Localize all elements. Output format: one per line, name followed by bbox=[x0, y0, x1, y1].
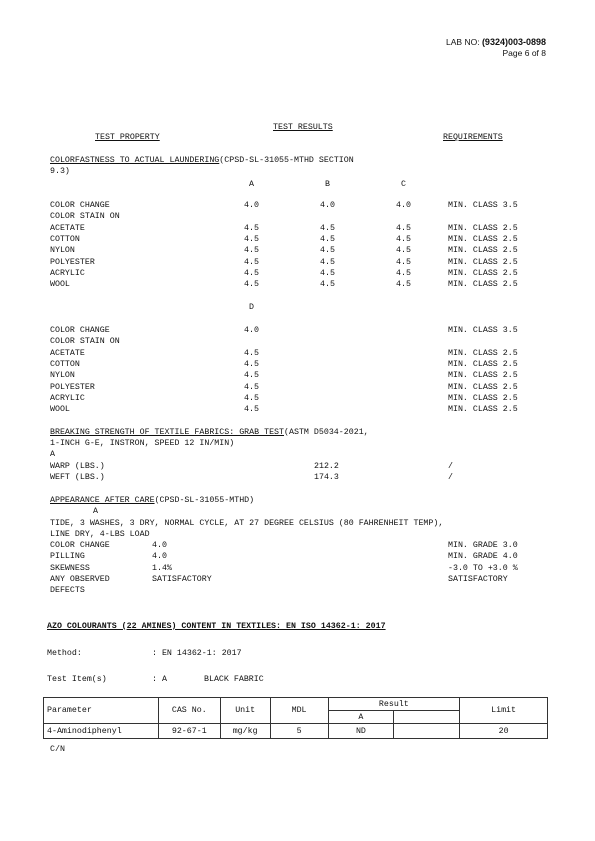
lab-number: LAB NO: (9324)003-0898 bbox=[446, 37, 546, 47]
azo-title: AZO COLOURANTS (22 AMINES) CONTENT IN TEXTILES: EN ISO 14362-1: 2017 bbox=[47, 622, 386, 631]
row-label: WOOL bbox=[50, 280, 70, 290]
row-label: COLOR STAIN ON bbox=[50, 212, 120, 222]
requirement: MIN. GRADE 3.0 bbox=[448, 541, 518, 550]
test-results-heading: TEST RESULTS bbox=[273, 123, 333, 132]
care-value: SATISFACTORY bbox=[152, 574, 212, 584]
care-value: 4.0 bbox=[152, 541, 167, 550]
value-b: 4.5 bbox=[320, 257, 335, 267]
value-c: 4.5 bbox=[396, 280, 411, 290]
requirement: MIN. CLASS 3.5 bbox=[448, 201, 518, 210]
azo-item-label: Test Item(s) bbox=[47, 675, 107, 684]
row-label: SKEWNESS bbox=[50, 563, 90, 573]
care-procedure-line1: TIDE, 3 WASHES, 3 DRY, NORMAL CYCLE, AT 27 DEGREE CELSIUS (80 FAHRENHEIT TEMP), bbox=[50, 519, 444, 528]
value-d: 4.5 bbox=[244, 405, 259, 415]
care-procedure-line2: LINE DRY, 4-LBS LOAD bbox=[50, 530, 150, 539]
value-d: 4.5 bbox=[244, 371, 259, 381]
requirement: MIN. CLASS 2.5 bbox=[448, 223, 518, 233]
row-label: DEFECTS bbox=[50, 586, 85, 596]
requirements-heading: REQUIREMENTS bbox=[443, 133, 503, 142]
row-label: PILLING bbox=[50, 552, 85, 562]
th-mdl: MDL bbox=[270, 698, 328, 724]
care-col-a: A bbox=[93, 507, 98, 516]
requirement: MIN. GRADE 4.0 bbox=[448, 552, 518, 562]
row-label: COLOR CHANGE bbox=[50, 541, 110, 550]
cell-mdl: 5 bbox=[270, 724, 328, 739]
row-label: COLOR CHANGE bbox=[50, 201, 110, 210]
value-d: 4.5 bbox=[244, 393, 259, 403]
col-b-label: B bbox=[325, 180, 330, 189]
requirement: MIN. CLASS 2.5 bbox=[448, 257, 518, 267]
row-label: COLOR STAIN ON bbox=[50, 337, 120, 347]
row-label: WARP (LBS.) bbox=[50, 462, 105, 471]
th-result: Result bbox=[328, 698, 460, 711]
requirement: MIN. CLASS 2.5 bbox=[448, 234, 518, 244]
requirement: SATISFACTORY bbox=[448, 574, 508, 584]
col-a-label: A bbox=[249, 180, 254, 189]
value-c: 4.0 bbox=[396, 201, 411, 210]
value-c: 4.5 bbox=[396, 257, 411, 267]
row-label: ACETATE bbox=[50, 223, 85, 233]
value-a: 4.0 bbox=[244, 201, 259, 210]
col-d-label: D bbox=[249, 303, 254, 312]
row-label: ACETATE bbox=[50, 348, 85, 358]
row-label: COLOR CHANGE bbox=[50, 326, 110, 335]
requirement: MIN. CLASS 2.5 bbox=[448, 382, 518, 392]
row-label: WEFT (LBS.) bbox=[50, 473, 105, 483]
cell-result-a: ND bbox=[328, 724, 394, 739]
value-a: 4.5 bbox=[244, 234, 259, 244]
value-a: 4.5 bbox=[244, 246, 259, 256]
th-unit: Unit bbox=[220, 698, 270, 724]
row-label: ACRYLIC bbox=[50, 268, 85, 278]
value-d: 4.5 bbox=[244, 382, 259, 392]
value-a: 4.5 bbox=[244, 280, 259, 290]
azo-item-desc: BLACK FABRIC bbox=[204, 675, 264, 684]
azo-method-label: Method: bbox=[47, 649, 82, 658]
th-limit: Limit bbox=[460, 698, 548, 724]
continued-note: C/N bbox=[50, 745, 65, 754]
test-property-heading: TEST PROPERTY bbox=[95, 133, 160, 142]
value-b: 4.5 bbox=[320, 268, 335, 278]
azo-method-value: : EN 14362-1: 2017 bbox=[152, 649, 242, 658]
value-c: 4.5 bbox=[396, 223, 411, 233]
grab-value: 174.3 bbox=[314, 473, 339, 483]
care-title: APPEARANCE AFTER CARE(CPSD-SL-31055-MTHD) bbox=[50, 496, 255, 505]
cell-result-extra bbox=[394, 724, 460, 739]
grab-value: 212.2 bbox=[314, 462, 339, 471]
requirement: / bbox=[448, 473, 453, 483]
row-label: POLYESTER bbox=[50, 382, 95, 392]
grab-col-a: A bbox=[50, 450, 55, 459]
care-value: 1.4% bbox=[152, 563, 172, 573]
grab-title: BREAKING STRENGTH OF TEXTILE FABRICS: GRAB TEST(ASTM D5034-2021, bbox=[50, 428, 369, 437]
th-parameter: Parameter bbox=[44, 698, 159, 724]
cell-parameter: 4-Aminodiphenyl bbox=[44, 724, 159, 739]
value-b: 4.0 bbox=[320, 201, 335, 210]
requirement: -3.0 TO +3.0 % bbox=[448, 563, 518, 573]
col-c-label: C bbox=[401, 180, 406, 189]
th-result-a: A bbox=[328, 711, 394, 724]
page-number: Page 6 of 8 bbox=[502, 48, 546, 58]
th-result-blank bbox=[394, 711, 460, 724]
requirement: MIN. CLASS 2.5 bbox=[448, 393, 518, 403]
cell-limit: 20 bbox=[460, 724, 548, 739]
row-label: COTTON bbox=[50, 359, 80, 369]
requirement: / bbox=[448, 462, 453, 471]
requirement: MIN. CLASS 2.5 bbox=[448, 280, 518, 290]
value-b: 4.5 bbox=[320, 246, 335, 256]
row-label: COTTON bbox=[50, 234, 80, 244]
table-row bbox=[44, 724, 548, 739]
requirement: MIN. CLASS 2.5 bbox=[448, 246, 518, 256]
requirement: MIN. CLASS 2.5 bbox=[448, 359, 518, 369]
row-label: NYLON bbox=[50, 371, 75, 381]
laundering-title: COLORFASTNESS TO ACTUAL LAUNDERING(CPSD-SL-31055-MTHD SECTION bbox=[50, 156, 354, 165]
value-a: 4.5 bbox=[244, 223, 259, 233]
laundering-method-cont: 9.3) bbox=[50, 167, 70, 176]
requirement: MIN. CLASS 2.5 bbox=[448, 371, 518, 381]
row-label: POLYESTER bbox=[50, 257, 95, 267]
cell-unit: mg/kg bbox=[220, 724, 270, 739]
th-cas: CAS No. bbox=[158, 698, 220, 724]
azo-item-value: : A bbox=[152, 675, 167, 684]
row-label: ANY OBSERVED bbox=[50, 574, 110, 584]
value-c: 4.5 bbox=[396, 246, 411, 256]
row-label: WOOL bbox=[50, 405, 70, 415]
value-c: 4.5 bbox=[396, 234, 411, 244]
value-d: 4.5 bbox=[244, 359, 259, 369]
azo-results-table bbox=[43, 697, 548, 739]
requirement: MIN. CLASS 2.5 bbox=[448, 348, 518, 358]
requirement: MIN. CLASS 2.5 bbox=[448, 268, 518, 278]
row-label: ACRYLIC bbox=[50, 393, 85, 403]
value-a: 4.5 bbox=[244, 257, 259, 267]
requirement: MIN. CLASS 3.5 bbox=[448, 326, 518, 335]
value-a: 4.5 bbox=[244, 268, 259, 278]
care-value: 4.0 bbox=[152, 552, 167, 562]
value-b: 4.5 bbox=[320, 280, 335, 290]
requirement: MIN. CLASS 2.5 bbox=[448, 405, 518, 415]
row-label: NYLON bbox=[50, 246, 75, 256]
value-b: 4.5 bbox=[320, 223, 335, 233]
value-b: 4.5 bbox=[320, 234, 335, 244]
grab-conditions: 1-INCH G-E, INSTRON, SPEED 12 IN/MIN) bbox=[50, 439, 235, 448]
value-d: 4.5 bbox=[244, 348, 259, 358]
value-d: 4.0 bbox=[244, 326, 259, 335]
cell-cas: 92-67-1 bbox=[158, 724, 220, 739]
value-c: 4.5 bbox=[396, 268, 411, 278]
